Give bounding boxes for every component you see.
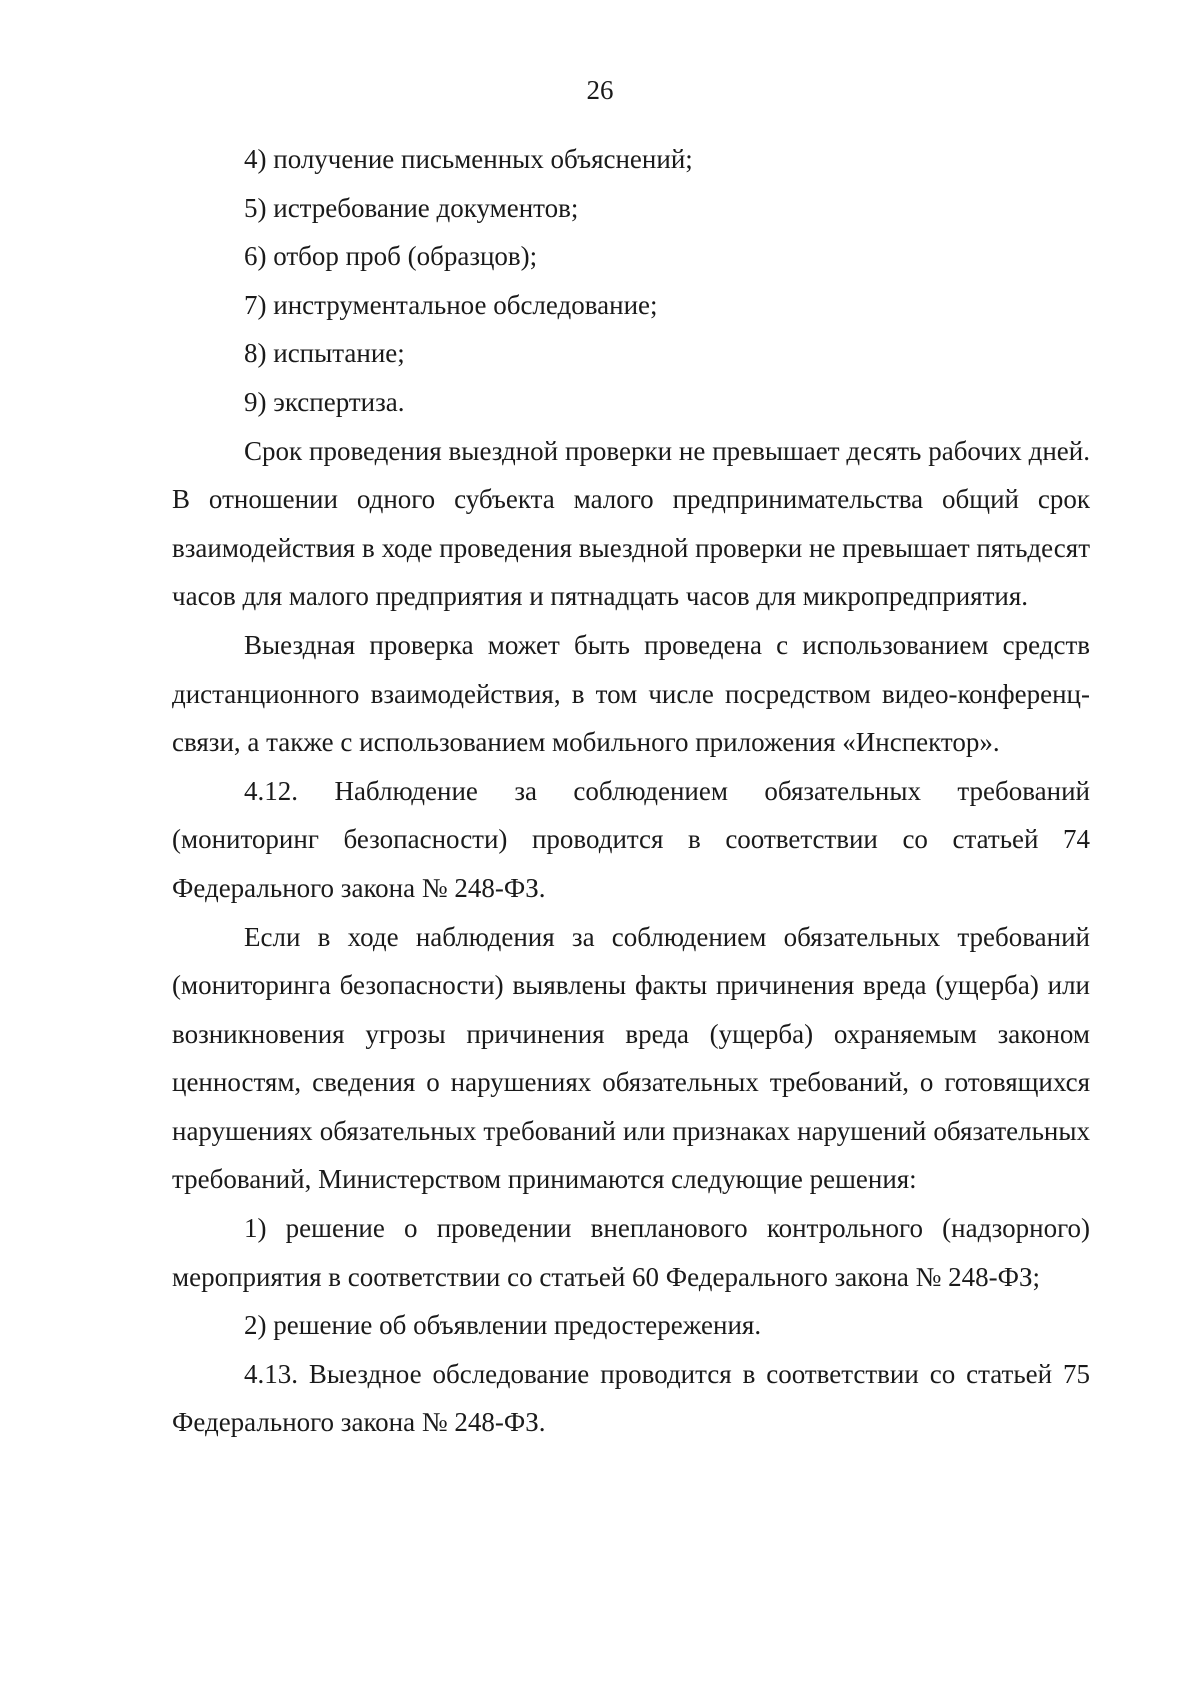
paragraph-remote-inspection: Выездная проверка может быть проведена с использованием средств дистанционного взаимодействия, в том числе посредством видео-конференц-связи, а также с использованием мобильного приложения «Инспектор».: [172, 629, 1090, 758]
list-item: 7) инструментальное обследование;: [244, 289, 658, 320]
list-item: 4) получение письменных объяснений;: [244, 144, 693, 174]
list-item: 5) истребование документов;: [244, 192, 579, 223]
paragraph-inspection-duration: Срок проведения выездной проверки не превышает десять рабочих дней. В отношении одного субъекта малого предпринимательства общий срок взаимодействия в ходе проведения выездной проверки не превышает пятьдесят часов для малого предприятия и пятнадцать часов для микропредприятия.: [172, 435, 1090, 612]
paragraph-section-4-13: 4.13. Выездное обследование проводится в соответствии со статьей 75 Федерального закона № 248-ФЗ.: [172, 1358, 1090, 1438]
list-item: 9) экспертиза.: [244, 386, 405, 417]
paragraph-decision-1: 1) решение о проведении внепланового контрольного (надзорного) мероприятия в соответствии со статьей 60 Федерального закона № 248-ФЗ;: [172, 1213, 1090, 1292]
list-item: 6) отбор проб (образцов);: [244, 241, 538, 272]
page-number: 26: [586, 75, 614, 105]
document-body: [172, 135, 1090, 1447]
paragraph-monitoring-decisions: Если в ходе наблюдения за соблюдением обязательных требований (мониторинга безопасности) выявлены факты причинения вреда (ущерба) или возникновения угрозы причинения вреда (ущерба) охраняемым законом ценностям, сведения о нарушениях обязательных требований, о готовящихся нарушениях обязательных требований или признаках нарушений обязательных требований, Министерством принимаются следующие решения:: [172, 921, 1090, 1195]
list-item: 8) испытание;: [244, 338, 405, 369]
paragraph-decision-2: 2) решение об объявлении предостережения.: [244, 1310, 762, 1341]
paragraph-section-4-12: 4.12. Наблюдение за соблюдением обязательных требований (мониторинг безопасности) проводится в соответствии со статьей 74 Федерального закона № 248-ФЗ.: [172, 775, 1090, 903]
